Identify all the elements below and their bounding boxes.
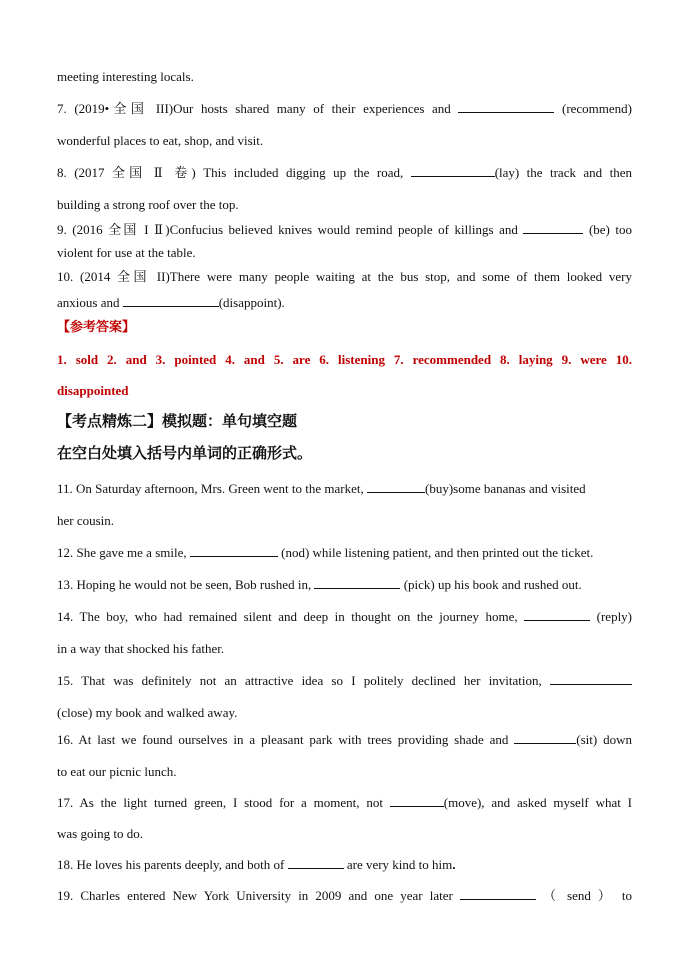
question-15-line2: (close) my book and walked away. [57,705,238,720]
question-16: 16. At last we found ourselves in a pleasant park with trees providing shade and (sit) down [57,732,632,747]
answer-blank[interactable] [523,221,583,234]
answer-blank[interactable] [550,672,632,685]
question-19: 19. Charles entered New York University in 2009 and one year later （ send ） to [57,888,633,903]
question-11: 11. On Saturday afternoon, Mrs. Green went to the market, (buy)some bananas and visited [57,481,586,496]
question-18: 18. He loves his parents deeply, and both of are very kind to him. [57,857,456,872]
question-14-line2: in a way that shocked his father. [57,641,225,656]
question-16-line2: to eat our picnic lunch. [57,764,177,779]
question-7: 7. (2019•全国 III)Our hosts shared many of their experiences and (recommend) [57,101,633,116]
question-11-line2: her cousin. [57,513,115,528]
question-8: 8. (2017 全国 Ⅱ 卷) This included digging up the road, (lay) the track and then [57,165,633,180]
answer-blank[interactable] [190,544,278,557]
q6-continuation: meeting interesting locals. [57,69,194,84]
answer-blank[interactable] [288,856,344,869]
answer-blank[interactable] [390,794,444,807]
question-10: 10. (2014 全国 II)There were many people waiting at the bus stop, and some of them looked very [57,269,632,284]
answer-blank[interactable] [314,576,400,589]
question-7-line2: wonderful places to eat, shop, and visit. [57,133,264,148]
question-8-line2: building a strong roof over the top. [57,197,239,212]
answer-blank[interactable] [411,164,495,177]
question-9-line2: violent for use at the table. [57,245,196,260]
answer-blank[interactable] [367,480,425,493]
question-15: 15. That was definitely not an attractive idea so I politely declined her invitation, [57,672,632,690]
section-instruction: 在空白处填入括号内单词的正确形式。 [57,444,313,462]
answer-key-line2: disappointed [57,383,129,398]
section-title: 【考点精炼二】模拟题：单句填空题 [57,412,298,430]
question-14: 14. The boy, who had remained silent and deep in thought on the journey home, (reply) [57,609,633,624]
question-17: 17. As the light turned green, I stood for a moment, not (move), and asked myself what I [57,795,633,810]
answer-key-line1: 1. sold 2. and 3. pointed 4. and 5. are 6. listening 7. recommended 8. laying 9. were 10. [57,352,632,367]
answer-blank[interactable] [458,100,554,113]
question-12: 12. She gave me a smile, (nod) while listening patient, and then printed out the ticket. [57,545,594,560]
question-10-line2: anxious and (disappoint). [57,295,285,310]
answer-blank[interactable] [524,608,590,621]
answer-blank[interactable] [460,887,536,900]
question-13: 13. Hoping he would not be seen, Bob rushed in, (pick) up his book and rushed out. [57,577,582,592]
answer-blank[interactable] [123,294,219,307]
answer-key-tag: 【参考答案】 [57,320,136,335]
question-9: 9. (2016 全国 I Ⅱ)Confucius believed knives would remind people of killings and (be) too [57,222,633,237]
question-17-line2: was going to do. [57,826,143,841]
answer-blank[interactable] [514,731,576,744]
